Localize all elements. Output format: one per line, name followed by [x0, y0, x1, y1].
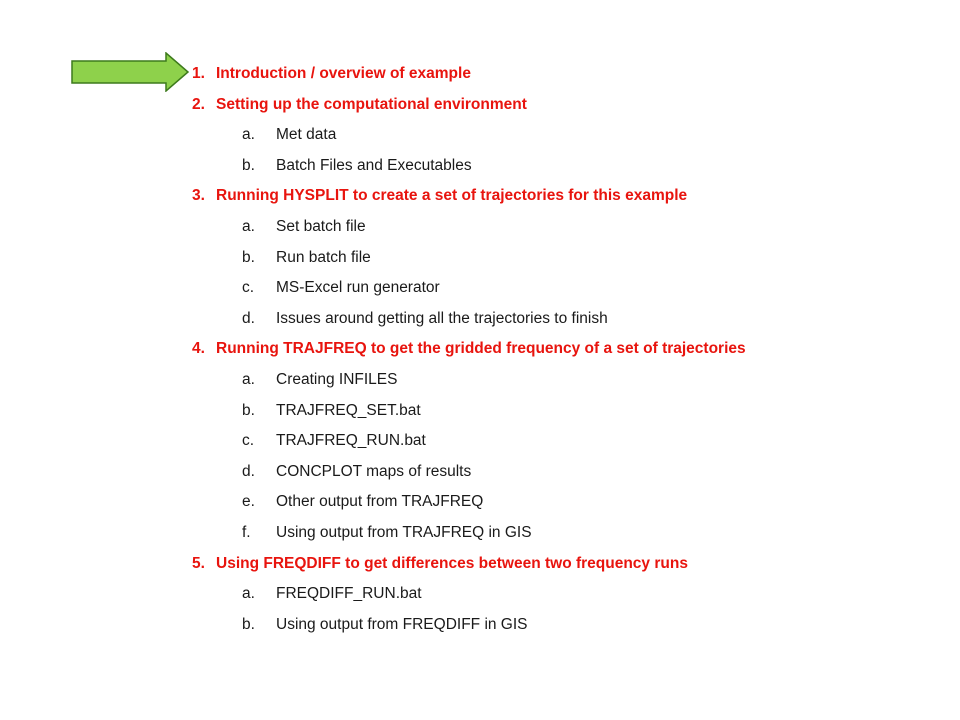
item-text: Using FREQDIFF to get differences between two frequency runs: [216, 554, 688, 572]
outline-subitem: [192, 243, 746, 274]
outline-subitem: [192, 304, 746, 335]
subitem-letter: a.: [242, 217, 255, 235]
item-number: 1.: [192, 65, 205, 82]
subitem-text: MS-Excel run generator: [276, 279, 440, 297]
item-text: Setting up the computational environment: [216, 95, 527, 113]
subitem-text: CONCPLOT maps of results: [276, 462, 472, 480]
outline-subitem: [192, 396, 746, 427]
subitem-text: Batch Files and Executables: [276, 156, 472, 174]
subitem-text: Run batch file: [276, 248, 371, 266]
subitem-letter: a.: [242, 585, 255, 603]
outline-item: [192, 59, 746, 90]
outline-subitem: [192, 610, 746, 641]
item-number: 2.: [192, 95, 205, 113]
item-number: 5.: [192, 554, 205, 572]
item-number: 3.: [192, 187, 205, 205]
outline-subitem: [192, 365, 746, 396]
subitem-letter: d.: [242, 309, 255, 327]
subitem-letter: b.: [242, 156, 255, 174]
outline-item: [192, 90, 746, 121]
outline-subitem: [192, 120, 746, 151]
subitem-letter: b.: [242, 248, 255, 266]
subitem-letter: a.: [242, 126, 255, 144]
subitem-letter: b.: [242, 615, 255, 633]
subitem-letter: c.: [242, 432, 255, 450]
item-number: 4.: [192, 340, 205, 358]
subitem-text: TRAJFREQ_SET.bat: [276, 401, 421, 419]
item-text: Running TRAJFREQ to get the gridded frequency of a set of trajectories: [216, 340, 746, 358]
outline-subitem: [192, 426, 746, 457]
outline-subitem: [192, 457, 746, 488]
outline-subitem: [192, 151, 746, 182]
outline-subitem: [192, 487, 746, 518]
agenda-outline: [192, 59, 746, 640]
subitem-letter: c.: [242, 279, 255, 297]
subitem-letter: b.: [242, 401, 255, 419]
subitem-letter: e.: [242, 493, 255, 511]
subitem-text: Using output from FREQDIFF in GIS: [276, 615, 528, 633]
outline-subitem: [192, 273, 746, 304]
subitem-text: Using output from TRAJFREQ in GIS: [276, 523, 532, 541]
subitem-text: Creating INFILES: [276, 370, 398, 388]
right-arrow-icon: [70, 52, 190, 92]
outline-item: [192, 181, 746, 212]
subitem-letter: d.: [242, 462, 255, 480]
outline-subitem: [192, 518, 746, 549]
subitem-text: Other output from TRAJFREQ: [276, 493, 484, 511]
subitem-text: FREQDIFF_RUN.bat: [276, 585, 422, 603]
item-text: Running HYSPLIT to create a set of trajectories for this example: [216, 187, 688, 205]
subitem-text: Issues around getting all the trajectories to finish: [276, 309, 608, 327]
item-text: Introduction / overview of example: [216, 65, 471, 82]
subitem-text: Set batch file: [276, 217, 366, 235]
outline-item: [192, 334, 746, 365]
outline-item: [192, 549, 746, 580]
subitem-text: Met data: [276, 126, 337, 144]
outline-subitem: [192, 212, 746, 243]
subitem-text: TRAJFREQ_RUN.bat: [276, 432, 426, 450]
subitem-letter: a.: [242, 370, 255, 388]
outline-subitem: [192, 579, 746, 610]
subitem-letter: f.: [242, 523, 251, 541]
